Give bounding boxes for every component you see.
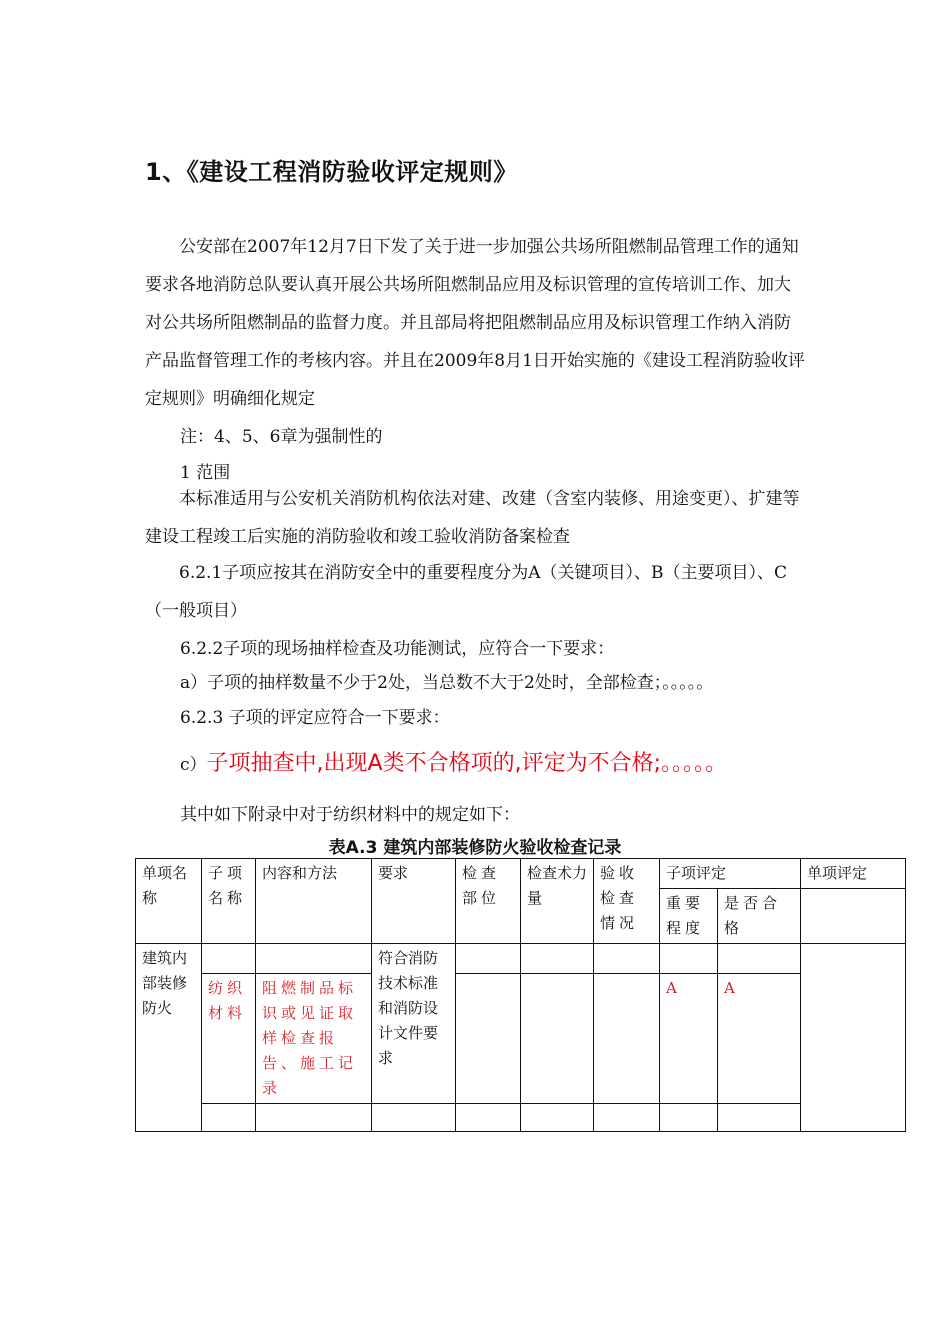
cell-empty	[202, 944, 256, 974]
cell-empty	[521, 944, 594, 974]
cell-empty	[521, 974, 594, 1104]
cell-empty	[660, 944, 718, 974]
clause-c-red-text: 子项抽查中,出现A类不合格项的,评定为不合格;。。。。。	[206, 751, 727, 776]
scope-title: 1 范围	[180, 463, 231, 483]
clause-c-prefix: c）	[180, 755, 207, 775]
clause-6-2-1: 6.2.1子项应按其在消防安全中的重要程度分为A（关键项目）、B（主要项目）、C（一般项目）	[145, 563, 788, 621]
table-row	[136, 944, 906, 974]
cell-pass: A	[718, 974, 801, 1104]
cell-empty	[256, 1104, 372, 1132]
table-row	[136, 1104, 906, 1132]
table-title: 表A.3 建筑内部装修防火验收检查记录	[328, 838, 622, 858]
clause-6-2-2: 6.2.2子项的现场抽样检查及功能测试，应符合一下要求：	[180, 639, 615, 659]
cell-empty	[202, 1104, 256, 1132]
header-pass: 是否合格	[718, 889, 801, 944]
clause-a: a）子项的抽样数量不少于2处，当总数不大于2处时，全部检查；。。。。。	[180, 673, 714, 693]
cell-item: 建筑内部装修防火	[136, 944, 202, 1132]
cell-importance: A	[660, 974, 718, 1104]
header-part: 检查部位	[456, 859, 521, 944]
cell-empty	[256, 944, 372, 974]
cell-empty	[594, 944, 660, 974]
cell-empty	[718, 944, 801, 974]
header-force: 检查术力量	[521, 859, 594, 944]
cell-empty	[456, 1104, 521, 1132]
table-header-row	[136, 859, 906, 889]
cell-empty	[456, 944, 521, 974]
cell-empty	[718, 1104, 801, 1132]
cell-requirement: 符合消防技术标准和消防设计文件要求	[372, 944, 456, 1104]
cell-empty	[660, 1104, 718, 1132]
cell-empty	[594, 1104, 660, 1132]
cell-sub: 纺织材料	[202, 974, 256, 1104]
section-heading: 1、《建设工程消防验收评定规则》	[145, 158, 518, 186]
header-item: 单项名称	[136, 859, 202, 944]
header-importance: 重要程度	[660, 889, 718, 944]
cell-empty	[521, 1104, 594, 1132]
inspection-record-table	[135, 858, 906, 1132]
scope-paragraph: 本标准适用与公安机关消防机构依法对建、改建（含室内装修、用途变更）、扩建等建设工程竣工后实施的消防验收和竣工验收消防备案检查	[145, 489, 800, 547]
header-sub: 子项名称	[202, 859, 256, 944]
cell-single-eval	[801, 944, 906, 1132]
header-single-eval-empty	[801, 889, 906, 944]
appendix-note: 其中如下附录中对于纺织材料中的规定如下：	[180, 805, 520, 825]
header-requirement: 要求	[372, 859, 456, 944]
table-row	[136, 974, 906, 1104]
cell-content: 阻燃制品标识或见证取样检查报告、施工记录	[256, 974, 372, 1104]
note-line: 注：4、5、6章为强制性的	[180, 427, 383, 447]
header-sub-eval: 子项评定	[660, 859, 801, 889]
intro-paragraph: 公安部在2007年12月7日下发了关于进一步加强公共场所阻燃制品管理工作的通知要求各地消防总队要认真开展公共场所阻燃制品应用及标识管理的宣传培训工作、加大对公共场所阻燃制品的监督力度。并且部局将把阻燃制品应用及标识管理工作纳入消防产品监督管理工作的考核内容。并且在2009年8月1日开始实施的《建设工程消防验收评定规则》明确细化规定	[145, 237, 805, 409]
header-accept: 验收检查情况	[594, 859, 660, 944]
clause-c	[180, 746, 727, 777]
cell-empty	[594, 974, 660, 1104]
cell-empty	[372, 1104, 456, 1132]
cell-empty	[456, 974, 521, 1104]
header-single-eval: 单项评定	[801, 859, 906, 889]
clause-6-2-3: 6.2.3 子项的评定应符合一下要求：	[180, 708, 450, 728]
header-content: 内容和方法	[256, 859, 372, 944]
